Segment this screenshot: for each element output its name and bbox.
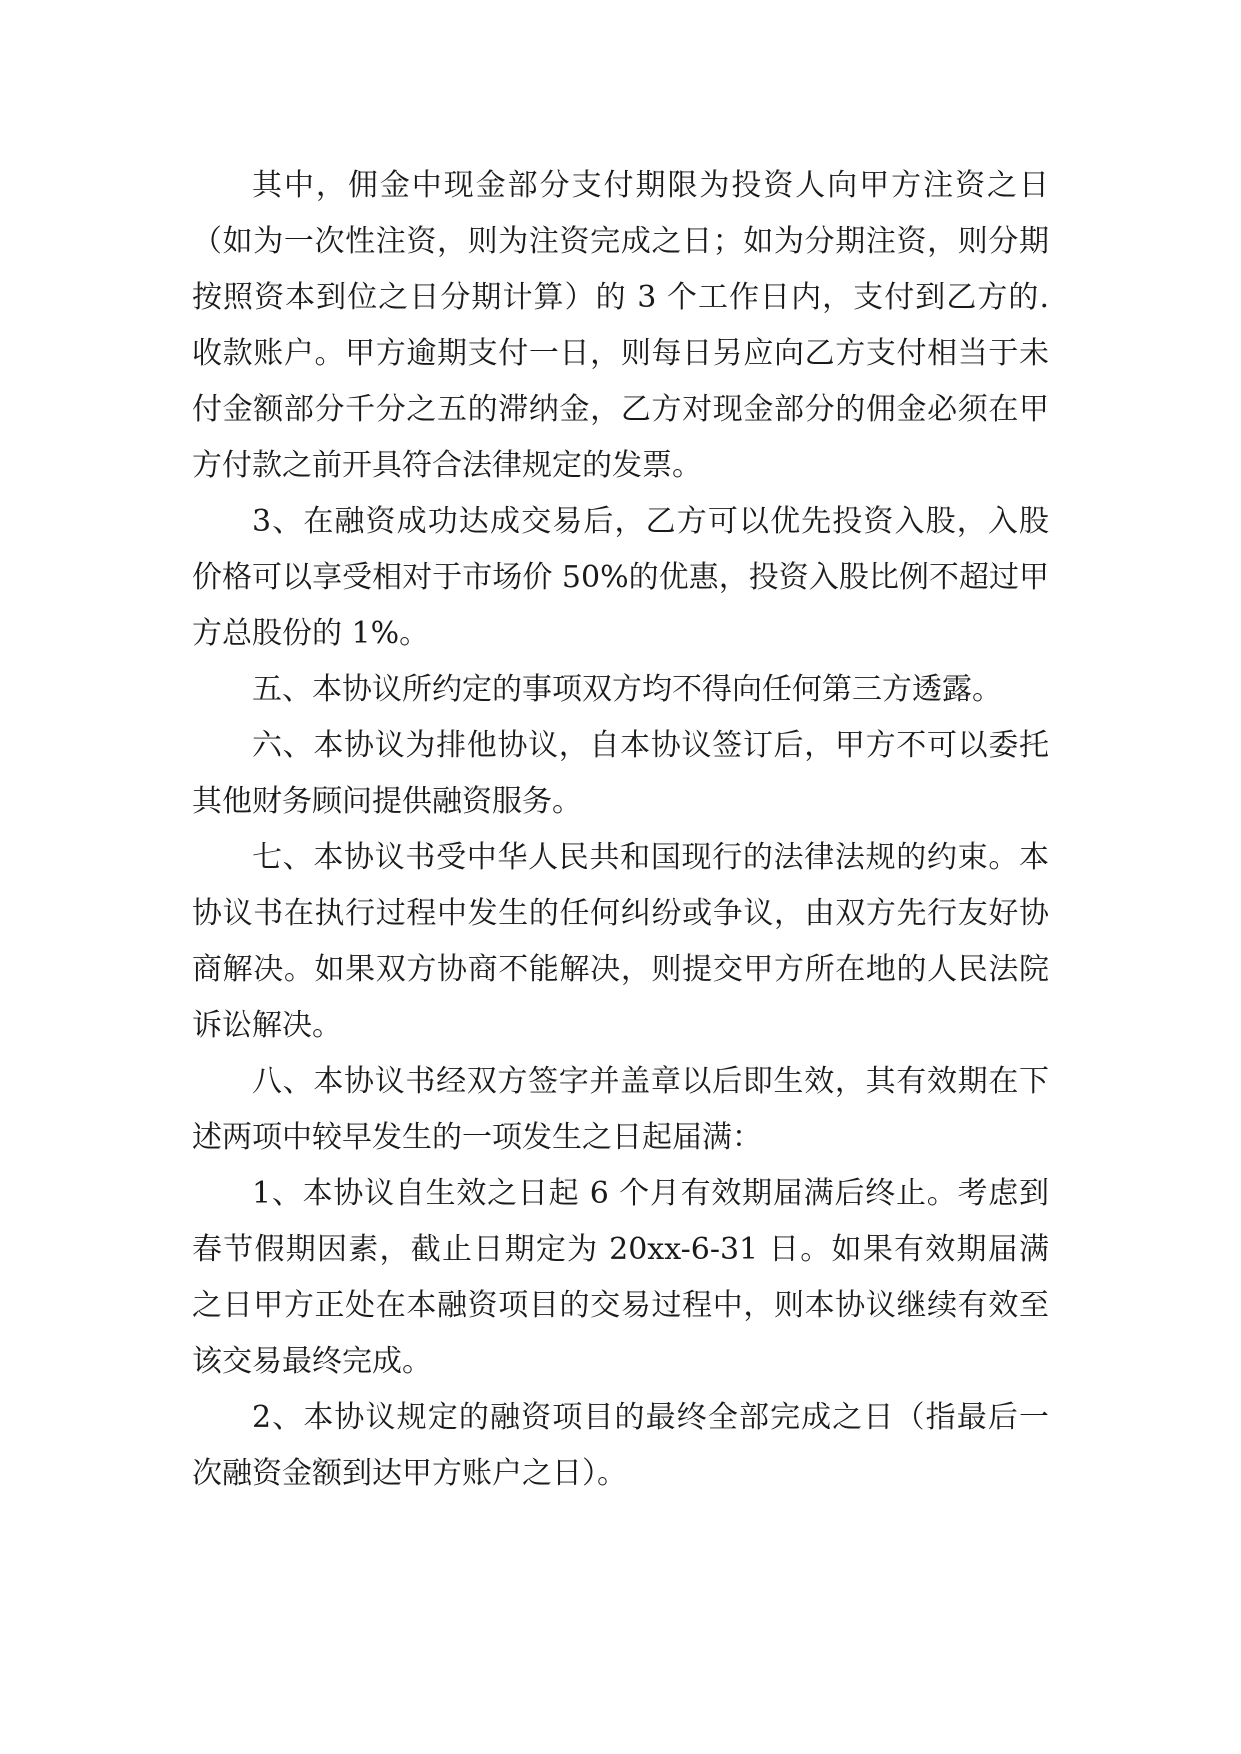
- paragraph-governing-law: 七、本协议书受中华人民共和国现行的法律法规的约束。本协议书在执行过程中发生的任何纠纷或争议，由双方先行友好协商解决。如果双方协商不能解决，则提交甲方所在地的人民法院诉讼解决。: [192, 840, 1049, 1043]
- paragraph-effective-term: 八、本协议书经双方签字并盖章以后即生效，其有效期在下述两项中较早发生的一项发生之日起届满：: [192, 1064, 1049, 1155]
- paragraph-confidentiality: 五、本协议所约定的事项双方均不得向任何第三方透露。: [252, 672, 1002, 707]
- paragraph-term-item-2: 2、本协议规定的融资项目的最终全部完成之日（指最后一次融资金额到达甲方账户之日）。: [192, 1400, 1049, 1491]
- paragraph-exclusivity: 六、本协议为排他协议，自本协议签订后，甲方不可以委托其他财务顾问提供融资服务。: [192, 728, 1049, 819]
- paragraph-payment-terms: 其中，佣金中现金部分支付期限为投资人向甲方注资之日（如为一次性注资，则为注资完成之日；如为分期注资，则分期按照资本到位之日分期计算）的 3 个工作日内，支付到乙方的.收款账户。甲方逾期支付一日，则每日另应向乙方支付相当于未付金额部分千分之五的滞纳金，乙方对现金部分的佣金必须在甲方付款之前开具符合法律规定的发票。: [192, 168, 1049, 483]
- paragraph-term-item-1: 1、本协议自生效之日起 6 个月有效期届满后终止。考虑到春节假期因素，截止日期定为 20xx-6-31 日。如果有效期届满之日甲方正处在本融资项目的交易过程中，则本协议继续有效至该交易最终完成。: [192, 1176, 1049, 1379]
- paragraph-share-purchase: 3、在融资成功达成交易后，乙方可以优先投资入股，入股价格可以享受相对于市场价 50%的优惠，投资入股比例不超过甲方总股份的 1%。: [192, 504, 1049, 651]
